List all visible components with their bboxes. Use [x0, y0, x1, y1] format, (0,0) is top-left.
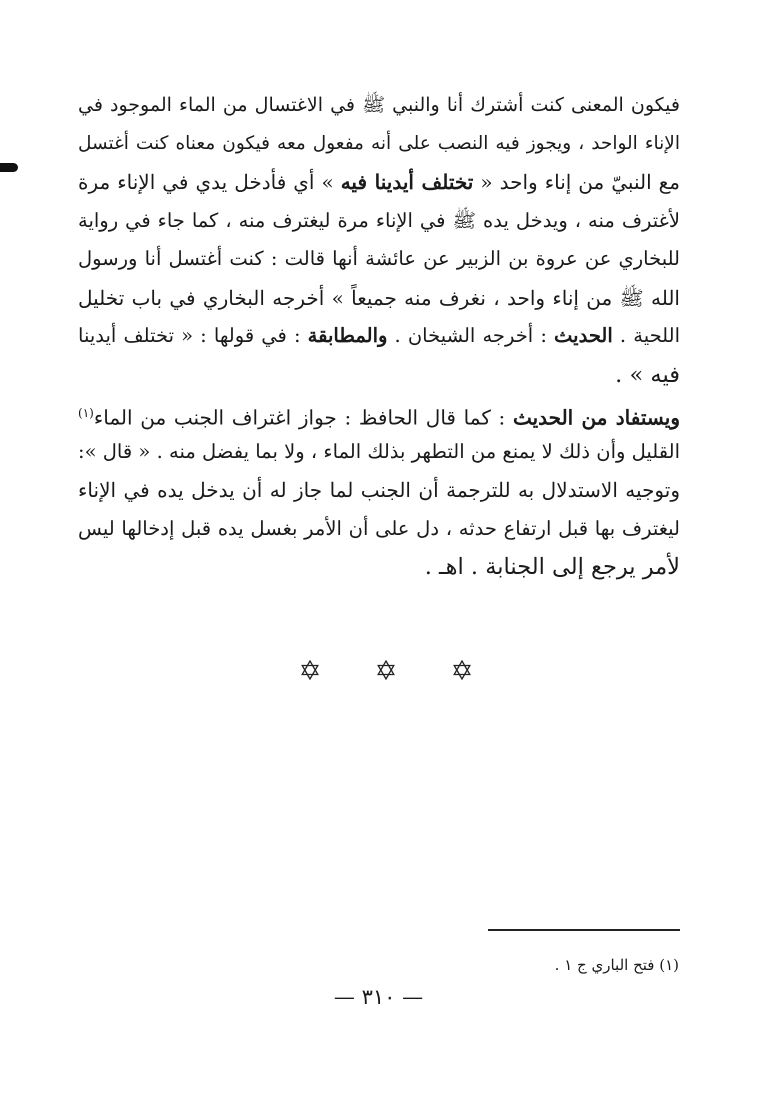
text-line-3-content: مع النبيّ من إناء واحد « تختلف أيدينا فيه » أي فأدخل يدي في الإناء مرة — [78, 170, 680, 194]
text-line-8: فيه » . — [615, 361, 680, 388]
page-number: — ٣١٠ — — [333, 985, 424, 1009]
section-separator — [300, 660, 472, 680]
scan-edge-mark — [0, 163, 18, 172]
text-line-9: ويستفاد من الحديث : كما قال الحافظ : جواز اغتراف الجنب من الماء$^{(١)}$ — [78, 405, 680, 430]
text-line-4: لأغترف منه ، ويدخل يده ﷺ في الإناء مرة ليغترف منه ، كما جاء في رواية — [78, 208, 680, 232]
text-line-6: الله ﷺ من إناء واحد ، نغرف منه جميعاً » أخرجه البخاري في باب تخليل — [78, 285, 680, 310]
text-line-3 — [78, 163, 680, 202]
text-line-5: للبخاري عن عروة بن الزبير عن عائشة أنها قالت : كنت أغتسل أنا ورسول — [78, 247, 680, 270]
text-line-11: وتوجيه الاستدلال به للترجمة أن الجنب لما جاز له أن يدخل يده في الإناء — [78, 478, 680, 502]
footnote: (١) فتح الباري ج ١ . — [554, 956, 679, 974]
text-line-13: لأمر يرجع إلى الجنابة . اهـ . — [424, 554, 680, 580]
text-line-1: فيكون المعنى كنت أشترك أنا والنبي ﷺ في الاغتسال من الماء الموجود في — [78, 94, 680, 116]
footnote-rule — [488, 929, 680, 931]
text-line-7: اللحية . الحديث : أخرجه الشيخان . والمطابقة : في قولها : « تختلف أيدينا — [78, 324, 680, 347]
star-icon — [452, 660, 472, 680]
main-text — [78, 86, 680, 587]
text-line-10: القليل وأن ذلك لا يمنع من التطهر بذلك الماء ، ولا بما يفضل منه . « قال »: — [78, 439, 680, 463]
text-line-12: ليغترف بها قبل ارتفاع حدثه ، دل على أن الأمر بغسل يده قبل إدخالها ليس — [78, 516, 680, 540]
star-icon — [300, 660, 320, 680]
text-line-2: الإناء الواحد ، ويجوز فيه النصب على أنه مفعول معه فيكون معناه كنت أغتسل — [78, 132, 680, 154]
star-icon — [376, 660, 396, 680]
